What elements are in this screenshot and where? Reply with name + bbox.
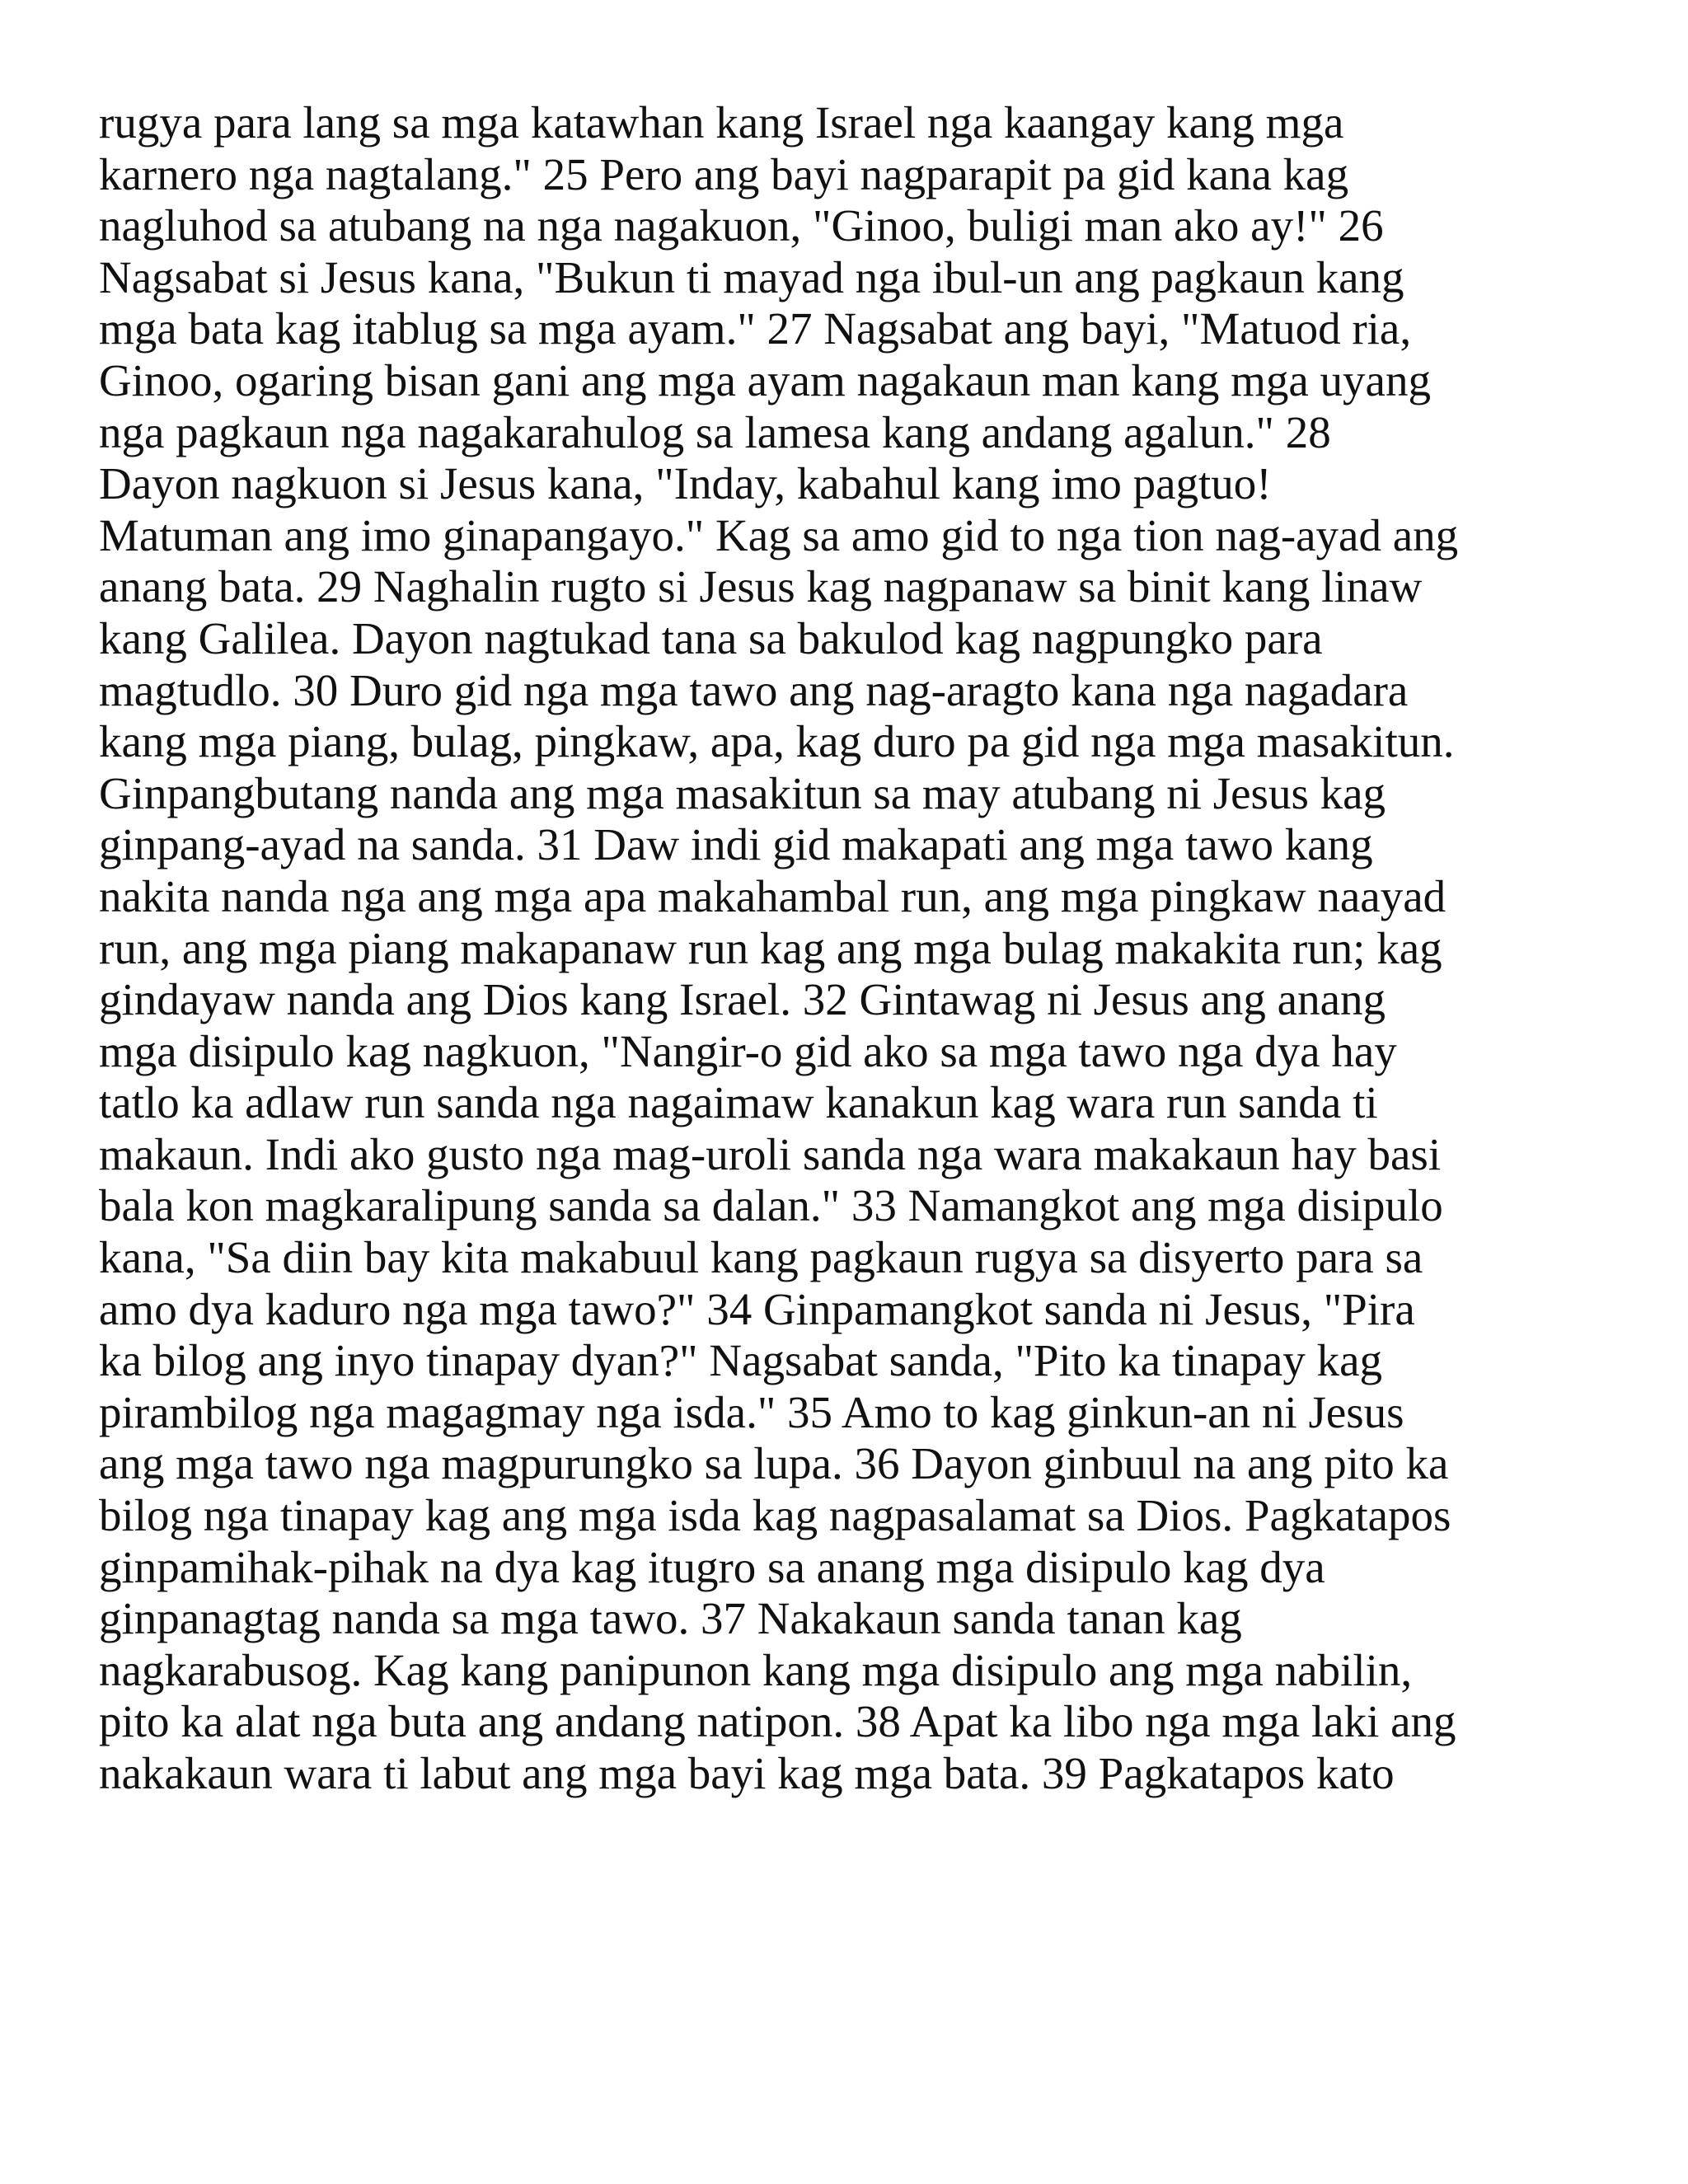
text-line-13: kang mga piang, bulag, pingkaw, apa, kag duro pa gid nga mga masakitun. — [99, 716, 1455, 767]
text-line-1: rugya para lang sa mga katawhan kang Israel nga kaangay kang mga — [99, 97, 1344, 148]
text-line-4: Nagsabat si Jesus kana, "Bukun ti mayad nga ibul-un ang pagkaun kang — [99, 251, 1404, 302]
text-line-29: ginpamihak-pihak na dya kag itugro sa anang mga disipulo kag dya — [99, 1541, 1325, 1592]
text-line-20: tatlo ka adlaw run sanda nga nagaimaw kanakun kag wara run sanda ti — [99, 1077, 1378, 1128]
text-line-6: Ginoo, ogaring bisan gani ang mga ayam nagakaun man kang mga uyang — [99, 354, 1431, 405]
text-line-25: ka bilog ang inyo tinapay dyan?" Nagsabat sanda, "Pito ka tinapay kag — [99, 1335, 1382, 1386]
text-line-24: amo dya kaduro nga mga tawo?" 34 Ginpamangkot sanda ni Jesus, "Pira — [99, 1283, 1415, 1334]
text-line-32: pito ka alat nga buta ang andang natipon. 38 Apat ka libo nga mga laki ang — [99, 1696, 1456, 1747]
body-text — [99, 97, 1615, 1800]
text-line-33: nakakaun wara ti labut ang mga bayi kag mga bata. 39 Pagkatapos kato — [99, 1748, 1395, 1798]
text-line-26: pirambilog nga magagmay nga isda." 35 Amo to kag ginkun-an ni Jesus — [99, 1386, 1404, 1437]
text-line-17: run, ang mga piang makapanaw run kag ang mga bulag makakita run; kag — [99, 922, 1442, 973]
text-line-15: ginpang-ayad na sanda. 31 Daw indi gid makapati ang mga tawo kang — [99, 819, 1373, 870]
text-line-10: anang bata. 29 Naghalin rugto si Jesus kag nagpanaw sa binit kang linaw — [99, 561, 1423, 612]
text-line-19: mga disipulo kag nagkuon, "Nangir-o gid ako sa mga tawo nga dya hay — [99, 1025, 1397, 1076]
text-line-16: nakita nanda nga ang mga apa makahambal run, ang mga pingkaw naayad — [99, 870, 1447, 921]
text-line-21: makaun. Indi ako gusto nga mag-uroli sanda nga wara makakaun hay basi — [99, 1128, 1442, 1179]
text-line-5: mga bata kag itablug sa mga ayam." 27 Nagsabat ang bayi, "Matuod ria, — [99, 303, 1412, 354]
text-line-2: karnero nga nagtalang." 25 Pero ang bayi nagparapit pa gid kana kag — [99, 148, 1349, 199]
text-line-8: Dayon nagkuon si Jesus kana, "Inday, kabahul kang imo pagtuo! — [99, 458, 1272, 509]
text-line-31: nagkarabusog. Kag kang panipunon kang mga disipulo ang mga nabilin, — [99, 1644, 1413, 1695]
text-line-3: nagluhod sa atubang na nga nagakuon, "Ginoo, buligi man ako ay!" 26 — [99, 200, 1384, 251]
text-line-28: bilog nga tinapay kag ang mga isda kag nagpasalamat sa Dios. Pagkatapos — [99, 1490, 1451, 1541]
text-line-27: ang mga tawo nga magpurungko sa lupa. 36 Dayon ginbuul na ang pito ka — [99, 1438, 1449, 1489]
text-line-12: magtudlo. 30 Duro gid nga mga tawo ang nag-aragto kana nga nagadara — [99, 664, 1409, 715]
text-line-7: nga pagkaun nga nagakarahulog sa lamesa kang andang agalun." 28 — [99, 406, 1331, 457]
text-line-14: Ginpangbutang nanda ang mga masakitun sa may atubang ni Jesus kag — [99, 767, 1386, 818]
text-line-30: ginpanagtag nanda sa mga tawo. 37 Nakakaun sanda tanan kag — [99, 1593, 1242, 1644]
text-line-22: bala kon magkaralipung sanda sa dalan." 33 Namangkot ang mga disipulo — [99, 1180, 1443, 1231]
text-line-23: kana, "Sa diin bay kita makabuul kang pagkaun rugya sa disyerto para sa — [99, 1232, 1423, 1283]
text-line-11: kang Galilea. Dayon nagtukad tana sa bakulod kag nagpungko para — [99, 612, 1323, 663]
text-line-9: Matuman ang imo ginapangayo." Kag sa amo gid to nga tion nag-ayad ang — [99, 509, 1459, 560]
text-line-18: gindayaw nanda ang Dios kang Israel. 32 Gintawag ni Jesus ang anang — [99, 974, 1386, 1025]
